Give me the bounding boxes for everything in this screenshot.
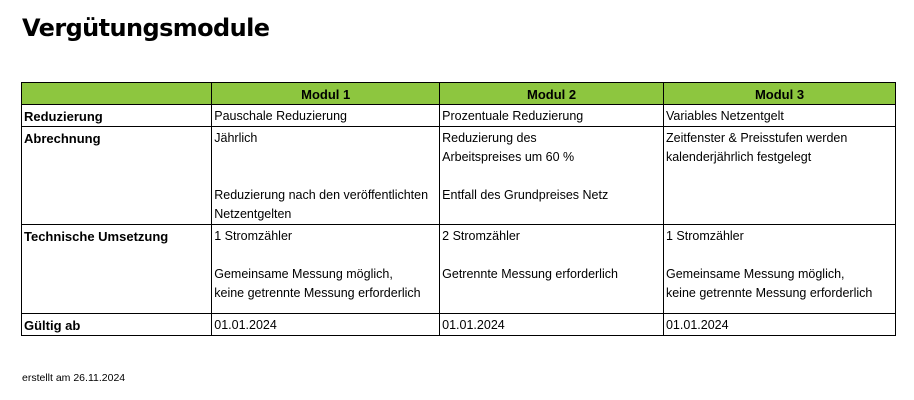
header-cell-modul-2: Modul 2: [440, 83, 664, 105]
table-cell: [212, 105, 440, 127]
cell-text: Reduzierung des: [442, 131, 537, 145]
cell-text: Jährlich: [214, 131, 258, 145]
cell-text: 1 Stromzähler: [214, 229, 293, 243]
cell-text: Arbeitspreises um 60 %: [442, 150, 575, 164]
created-date-footnote: erstellt am 26.11.2024: [22, 372, 126, 384]
table-cell: [663, 225, 895, 314]
cell-text: Netzentgelten: [214, 207, 292, 221]
cell-text: Zeitfenster & Preisstufen werden: [665, 131, 848, 145]
row-label-gueltig-ab: Gültig ab: [22, 314, 212, 336]
cell-text: kalenderjährlich festgelegt: [665, 150, 812, 164]
cell-text: Variables Netzentgelt: [665, 109, 784, 123]
table-cell: [663, 314, 895, 336]
page-title: Vergütungsmodule: [22, 14, 270, 42]
cell-text: keine getrennte Messung erforderlich: [214, 286, 421, 300]
table-cell: [440, 105, 664, 127]
cell-text: Entfall des Grundpreises Netz: [442, 188, 609, 202]
cell-text: 1 Stromzähler: [665, 229, 744, 243]
table-row: [22, 225, 896, 314]
cell-text: Gemeinsame Messung möglich,: [214, 267, 393, 281]
table-cell: [440, 225, 664, 314]
cell-text: 01.01.2024: [665, 318, 729, 332]
table-cell: [212, 127, 440, 225]
row-label-abrechnung: Abrechnung: [22, 127, 212, 225]
cell-text: Getrennte Messung erforderlich: [442, 267, 618, 281]
row-label-reduzierung: Reduzierung: [22, 105, 212, 127]
header-cell-modul-3: Modul 3: [663, 83, 895, 105]
table-row: [22, 127, 896, 225]
header-cell-empty: [22, 83, 212, 105]
table-cell: [663, 105, 895, 127]
table-cell: [440, 127, 664, 225]
cell-text: 01.01.2024: [442, 318, 505, 332]
table-cell: [440, 314, 664, 336]
table-cell: [212, 314, 440, 336]
cell-text: Pauschale Reduzierung: [214, 109, 347, 123]
header-cell-modul-1: Modul 1: [212, 83, 440, 105]
cell-text: 01.01.2024: [214, 318, 277, 332]
table-row: [22, 314, 896, 336]
cell-text: Gemeinsame Messung möglich,: [665, 267, 845, 281]
table-header-row: [22, 83, 896, 105]
cell-text: Reduzierung nach den veröffentlichten: [214, 188, 429, 202]
cell-text: Prozentuale Reduzierung: [442, 109, 584, 123]
table-row: [22, 105, 896, 127]
table-cell: [212, 225, 440, 314]
comparison-table: [21, 82, 896, 336]
table-cell: [663, 127, 895, 225]
cell-text: 2 Stromzähler: [442, 229, 520, 243]
cell-text: keine getrennte Messung erforderlich: [665, 286, 873, 300]
row-label-technische-umsetzung: Technische Umsetzung: [22, 225, 212, 314]
